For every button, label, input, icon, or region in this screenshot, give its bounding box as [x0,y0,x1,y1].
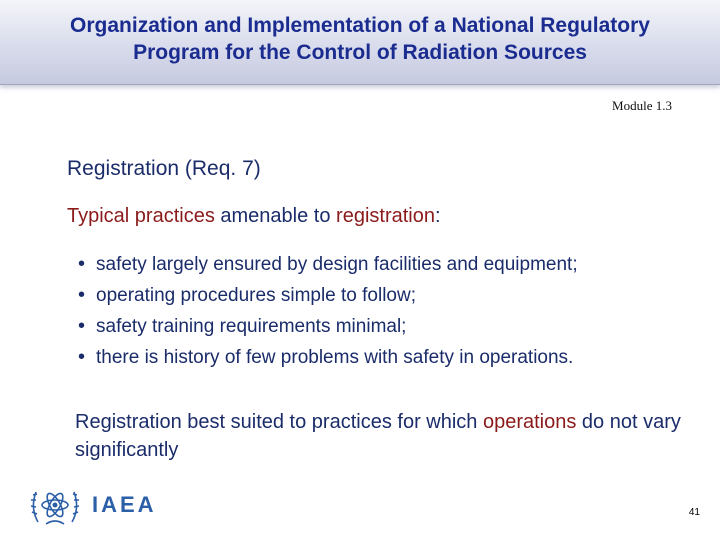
conclusion-highlight-operations: operations [482,411,577,433]
bullet-item: • there is history of few problems with safety in operations. [78,346,678,369]
iaea-emblem-icon [28,482,82,528]
intro-text [67,205,441,228]
conclusion-text [75,408,695,464]
bullet-item: • operating procedures simple to follow; [78,284,678,307]
intro-colon: : [434,205,441,227]
module-label: Module 1.3 [612,98,672,113]
title-line-1: Organization and Implementation of a National Regulatory [70,14,650,37]
bullet-item: • safety largely ensured by design facilities and equipment; [78,253,678,276]
bullet-item: • safety training requirements minimal; [78,315,678,338]
page-number: 41 [688,507,700,518]
conclusion-part-3: do not vary significantly [75,411,681,461]
slide-title [0,12,720,66]
intro-highlight-registration: registration [336,205,435,227]
bullet-list [78,253,678,377]
slide-header [0,0,720,85]
intro-connector: amenable to [214,205,337,227]
logo-text: IAEA [92,492,157,517]
title-line-2: Program for the Control of Radiation Sources [133,41,587,64]
iaea-logo [28,482,157,528]
section-heading: Registration (Req. 7) [67,157,261,180]
intro-highlight-practices: Typical practices [67,205,215,227]
conclusion-part-1: Registration best suited to practices for which [75,411,483,433]
